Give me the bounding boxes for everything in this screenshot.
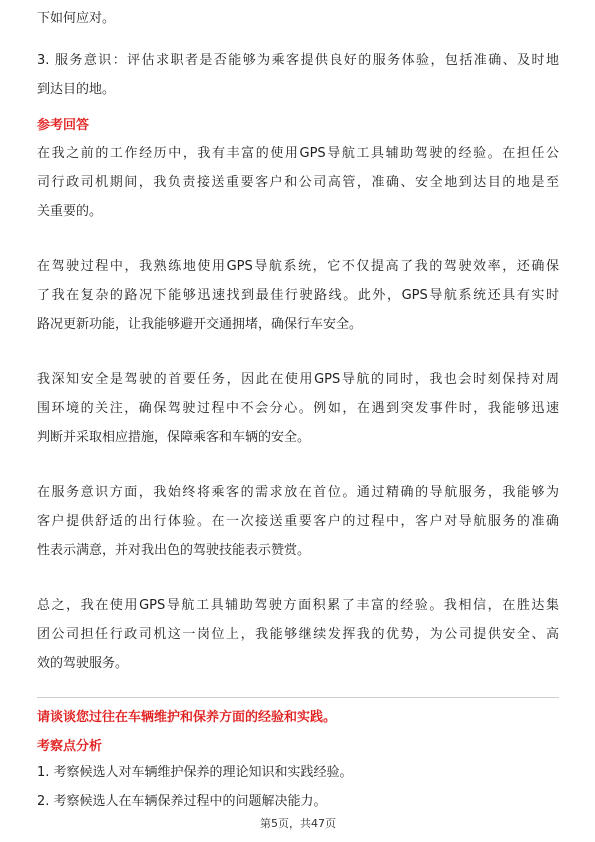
answer-p2-line-2: 了我在复杂的路况下能够迅速找到最佳行驶路线。此外，GPS导航系统还具有实时 bbox=[37, 288, 559, 303]
answer-p2-line-3: 路况更新功能，让我能够避开交通拥堵，确保行车安全。 bbox=[37, 317, 363, 332]
continuation-text: 下如何应对。 bbox=[37, 11, 116, 26]
answer-p5-line-2: 团公司担任行政司机这一岗位上，我能够继续发挥我的优势，为公司提供安全、高 bbox=[37, 627, 559, 642]
answer-p3-line-3: 判断并采取相应措施，保障乘客和车辆的安全。 bbox=[37, 430, 311, 445]
answer-p4-line-2: 客户提供舒适的出行体验。在一次接送重要客户的过程中，客户对导航服务的准确 bbox=[37, 514, 559, 529]
criteria-item-3-line-1: 3. 服务意识：评估求职者是否能够为乘客提供良好的服务体验，包括准确、及时地 bbox=[37, 53, 559, 68]
answer-p4-line-3: 性表示满意，并对我出色的驾驶技能表示赞赏。 bbox=[37, 543, 311, 558]
answer-p5-line-3: 效的驾驶服务。 bbox=[37, 656, 129, 671]
section-divider bbox=[37, 697, 559, 698]
analysis-item-1: 1. 考察候选人对车辆维护保养的理论知识和实践经验。 bbox=[37, 765, 353, 780]
analysis-heading: 考察点分析 bbox=[37, 739, 103, 754]
answer-p2-line-1: 在驾驶过程中，我熟练地使用GPS导航系统，它不仅提高了我的驾驶效率，还确保 bbox=[37, 259, 559, 274]
page-footer: 第5页，共47页 bbox=[260, 817, 336, 830]
analysis-item-2: 2. 考察候选人在车辆保养过程中的问题解决能力。 bbox=[37, 794, 327, 809]
answer-heading: 参考回答 bbox=[37, 118, 90, 133]
answer-p1-line-2: 司行政司机期间，我负责接送重要客户和公司高管，准确、安全地到达目的地是至 bbox=[37, 175, 559, 190]
document-page bbox=[37, 0, 559, 842]
answer-p5-line-1: 总之，我在使用GPS导航工具辅助驾驶方面积累了丰富的经验。我相信，在胜达集 bbox=[37, 598, 559, 613]
answer-p1-line-3: 关重要的。 bbox=[37, 204, 103, 219]
criteria-item-3-line-2: 到达目的地。 bbox=[37, 82, 116, 97]
answer-p1-line-1: 在我之前的工作经历中，我有丰富的使用GPS导航工具辅助驾驶的经验。在担任公 bbox=[37, 146, 559, 161]
answer-p3-line-2: 围环境的关注，确保驾驶过程中不会分心。例如，在遇到突发事件时，我能够迅速 bbox=[37, 401, 559, 416]
answer-p4-line-1: 在服务意识方面，我始终将乘客的需求放在首位。通过精确的导航服务，我能够为 bbox=[37, 485, 559, 500]
answer-p3-line-1: 我深知安全是驾驶的首要任务，因此在使用GPS导航的同时，我也会时刻保持对周 bbox=[37, 372, 559, 387]
next-question-title: 请谈谈您过往在车辆维护和保养方面的经验和实践。 bbox=[37, 710, 337, 725]
